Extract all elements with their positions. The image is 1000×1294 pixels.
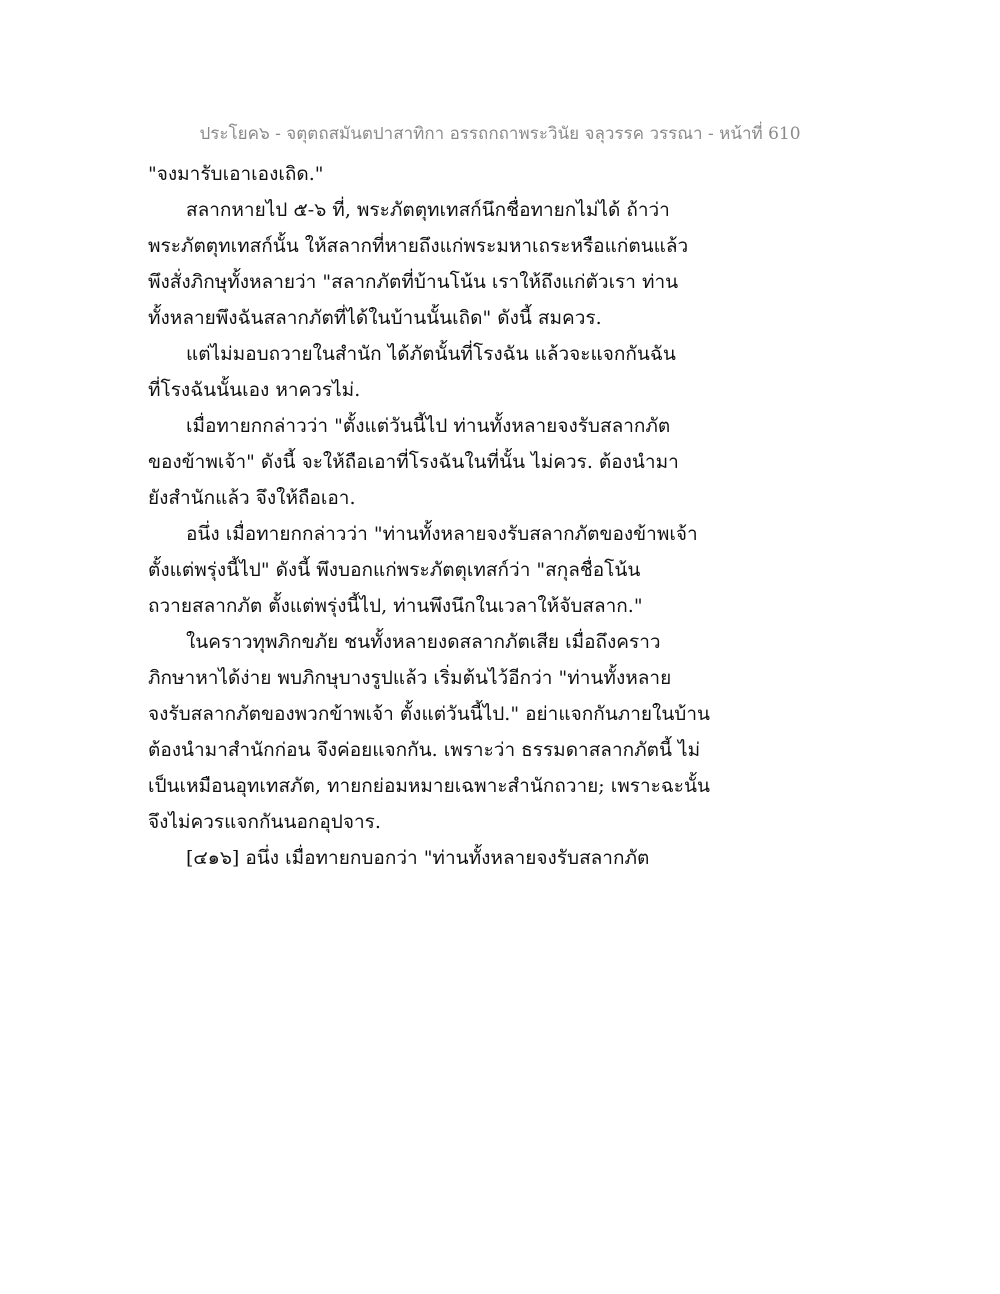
running-header: ประโยค๖ - จตุตถสมันตปาสาทิกา อรรถกถาพระวินัย จลุวรรค วรรณา - หน้าที่ 610 (199, 124, 801, 144)
text-line: สลากหายไป ๕-๖ ที่, พระภัตตุทเทสก์นึกชื่อทายกไม่ได้ ถ้าว่า (186, 199, 670, 221)
text-line: ภิกษาหาได้ง่าย พบภิกษุบางรูปแล้ว เริ่มต้นไว้อีกว่า "ท่านทั้งหลาย (148, 667, 672, 689)
text-line: [๔๑๖] อนึ่ง เมื่อทายกบอกว่า "ท่านทั้งหลายจงรับสลากภัต (186, 847, 650, 869)
text-line: แต่ไม่มอบถวายในสำนัก ได้ภัตนั้นที่โรงฉัน แล้วจะแจกกันฉัน (186, 343, 676, 365)
text-line: จึงไม่ควรแจกกันนอกอุปจาร. (148, 811, 381, 833)
text-line: ทั้งหลายพึงฉันสลากภัตที่ได้ในบ้านนั้นเถิด" ดังนี้ สมควร. (148, 307, 602, 329)
text-line: อนึ่ง เมื่อทายกกล่าวว่า "ท่านทั้งหลายจงรับสลากภัตของข้าพเจ้า (186, 523, 698, 545)
text-line: ยังสำนักแล้ว จึงให้ถือเอา. (148, 487, 356, 509)
text-line: ต้องนำมาสำนักก่อน จึงค่อยแจกกัน. เพราะว่า ธรรมดาสลากภัตนี้ ไม่ (148, 739, 701, 761)
text-line: พึงสั่งภิกษุทั้งหลายว่า "สลากภัตที่บ้านโน้น เราให้ถึงแก่ตัวเรา ท่าน (148, 271, 679, 293)
body-text (148, 156, 728, 876)
text-line: ที่โรงฉันนั้นเอง หาควรไม่. (148, 379, 361, 401)
text-line: ตั้งแต่พรุ่งนี้ไป" ดังนี้ พึงบอกแก่พระภัตตุเทสก์ว่า "สกุลชื่อโน้น (148, 559, 641, 581)
text-line: จงรับสลากภัตของพวกข้าพเจ้า ตั้งแต่วันนี้ไป." อย่าแจกกันภายในบ้าน (148, 703, 711, 725)
text-line: เป็นเหมือนอุทเทสภัต, ทายกย่อมหมายเฉพาะสำนักถวาย; เพราะฉะนั้น (148, 775, 710, 797)
text-line: พระภัตตุทเทสก์นั้น ให้สลากที่หายถึงแก่พระมหาเถระหรือแก่ตนแล้ว (148, 235, 689, 257)
text-line: ในคราวทุพภิกขภัย ชนทั้งหลายงดสลากภัตเสีย เมื่อถึงคราว (186, 631, 661, 653)
text-line: เมื่อทายกกล่าวว่า "ตั้งแต่วันนี้ไป ท่านทั้งหลายจงรับสลากภัต (186, 415, 671, 437)
text-line: "จงมารับเอาเองเถิด." (148, 163, 324, 185)
text-line: ถวายสลากภัต ตั้งแต่พรุ่งนี้ไป, ท่านพึงนึกในเวลาให้จับสลาก." (148, 595, 643, 617)
text-line: ของข้าพเจ้า" ดังนี้ จะให้ถือเอาที่โรงฉันในที่นั้น ไม่ควร. ต้องนำมา (148, 451, 679, 473)
